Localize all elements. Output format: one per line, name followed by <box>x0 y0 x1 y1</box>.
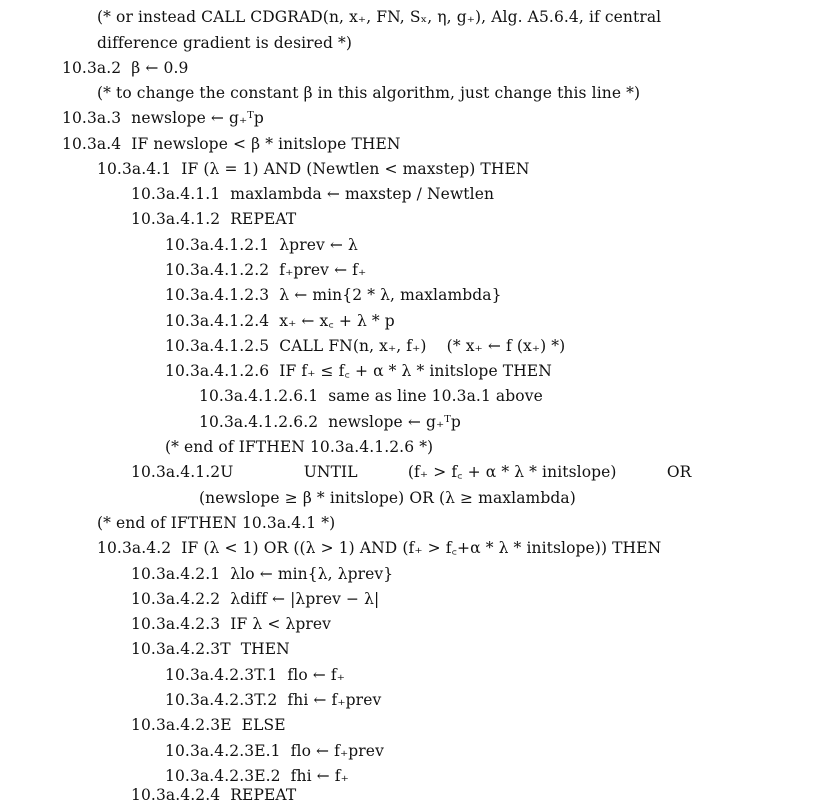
pseudocode-line: (* end of IFTHEN 10.3a.4.1 *) <box>97 514 336 532</box>
pseudocode-line: 10.3a.4.2 IF (λ < 1) OR ((λ > 1) AND (f₊ > f꜀+α * λ * initslope)) THEN <box>97 539 662 557</box>
pseudocode-line: 10.3a.4.1 IF (λ = 1) AND (Newtlen < maxstep) THEN <box>97 160 530 178</box>
pseudocode-line: 10.3a.4.2.4 REPEAT <box>131 786 297 804</box>
pseudocode-line: 10.3a.4.2.3E.1 flo ← f₊prev <box>165 742 384 760</box>
pseudocode-line: 10.3a.4.2.3T.2 fhi ← f₊prev <box>165 691 382 709</box>
pseudocode-line: 10.3a.4.1.2.6.2 newslope ← g₊ᵀp <box>199 413 461 431</box>
pseudocode-line: 10.3a.4.1.2.2 f₊prev ← f₊ <box>165 261 367 279</box>
pseudocode-line: 10.3a.2 β ← 0.9 <box>62 59 189 77</box>
pseudocode-line: 10.3a.4.1.2.6.1 same as line 10.3a.1 above <box>199 387 543 405</box>
pseudocode-line: (* or instead CALL CDGRAD(n, x₊, FN, Sₓ, η, g₊), Alg. A5.6.4, if central <box>97 8 662 26</box>
pseudocode-line: (* to change the constant β in this algorithm, just change this line *) <box>97 84 641 102</box>
pseudocode-line: 10.3a.4.2.1 λlo ← min{λ, λprev} <box>131 565 394 583</box>
pseudocode-line: 10.3a.4.1.2.4 x₊ ← x꜀ + λ * p <box>165 312 395 330</box>
pseudocode-line: difference gradient is desired *) <box>97 34 353 52</box>
pseudocode-line: 10.3a.4 IF newslope < β * initslope THEN <box>62 135 401 153</box>
pseudocode-line: 10.3a.4.1.2.5 CALL FN(n, x₊, f₊) (* x₊ ← f (x₊) *) <box>165 337 566 355</box>
pseudocode-line: 10.3a.4.2.3 IF λ < λprev <box>131 615 332 633</box>
pseudocode-line: (* end of IFTHEN 10.3a.4.1.2.6 *) <box>165 438 434 456</box>
pseudocode-line: 10.3a.4.1.2U UNTIL (f₊ > f꜀ + α * λ * initslope) OR <box>131 463 692 481</box>
pseudocode-line: 10.3a.4.1.2.3 λ ← min{2 * λ, maxlambda} <box>165 286 502 304</box>
pseudocode-line: 10.3a.4.1.1 maxlambda ← maxstep / Newtlen <box>131 185 495 203</box>
pseudocode-line: 10.3a.4.1.2.6 IF f₊ ≤ f꜀ + α * λ * initslope THEN <box>165 362 552 380</box>
pseudocode-line: 10.3a.4.1.2 REPEAT <box>131 210 297 228</box>
pseudocode-line: 10.3a.4.2.2 λdiff ← |λprev − λ| <box>131 590 380 608</box>
pseudocode-line: (newslope ≥ β * initslope) OR (λ ≥ maxlambda) <box>199 489 576 507</box>
pseudocode-line: 10.3a.4.1.2.1 λprev ← λ <box>165 236 358 254</box>
pseudocode-line: 10.3a.4.2.3T.1 flo ← f₊ <box>165 666 346 684</box>
pseudocode-line: 10.3a.4.2.3E ELSE <box>131 716 286 734</box>
pseudocode-line: 10.3a.4.2.3T THEN <box>131 640 290 658</box>
pseudocode-line: 10.3a.4.2.3E.2 fhi ← f₊ <box>165 767 349 785</box>
pseudocode-line: 10.3a.3 newslope ← g₊ᵀp <box>62 109 264 127</box>
